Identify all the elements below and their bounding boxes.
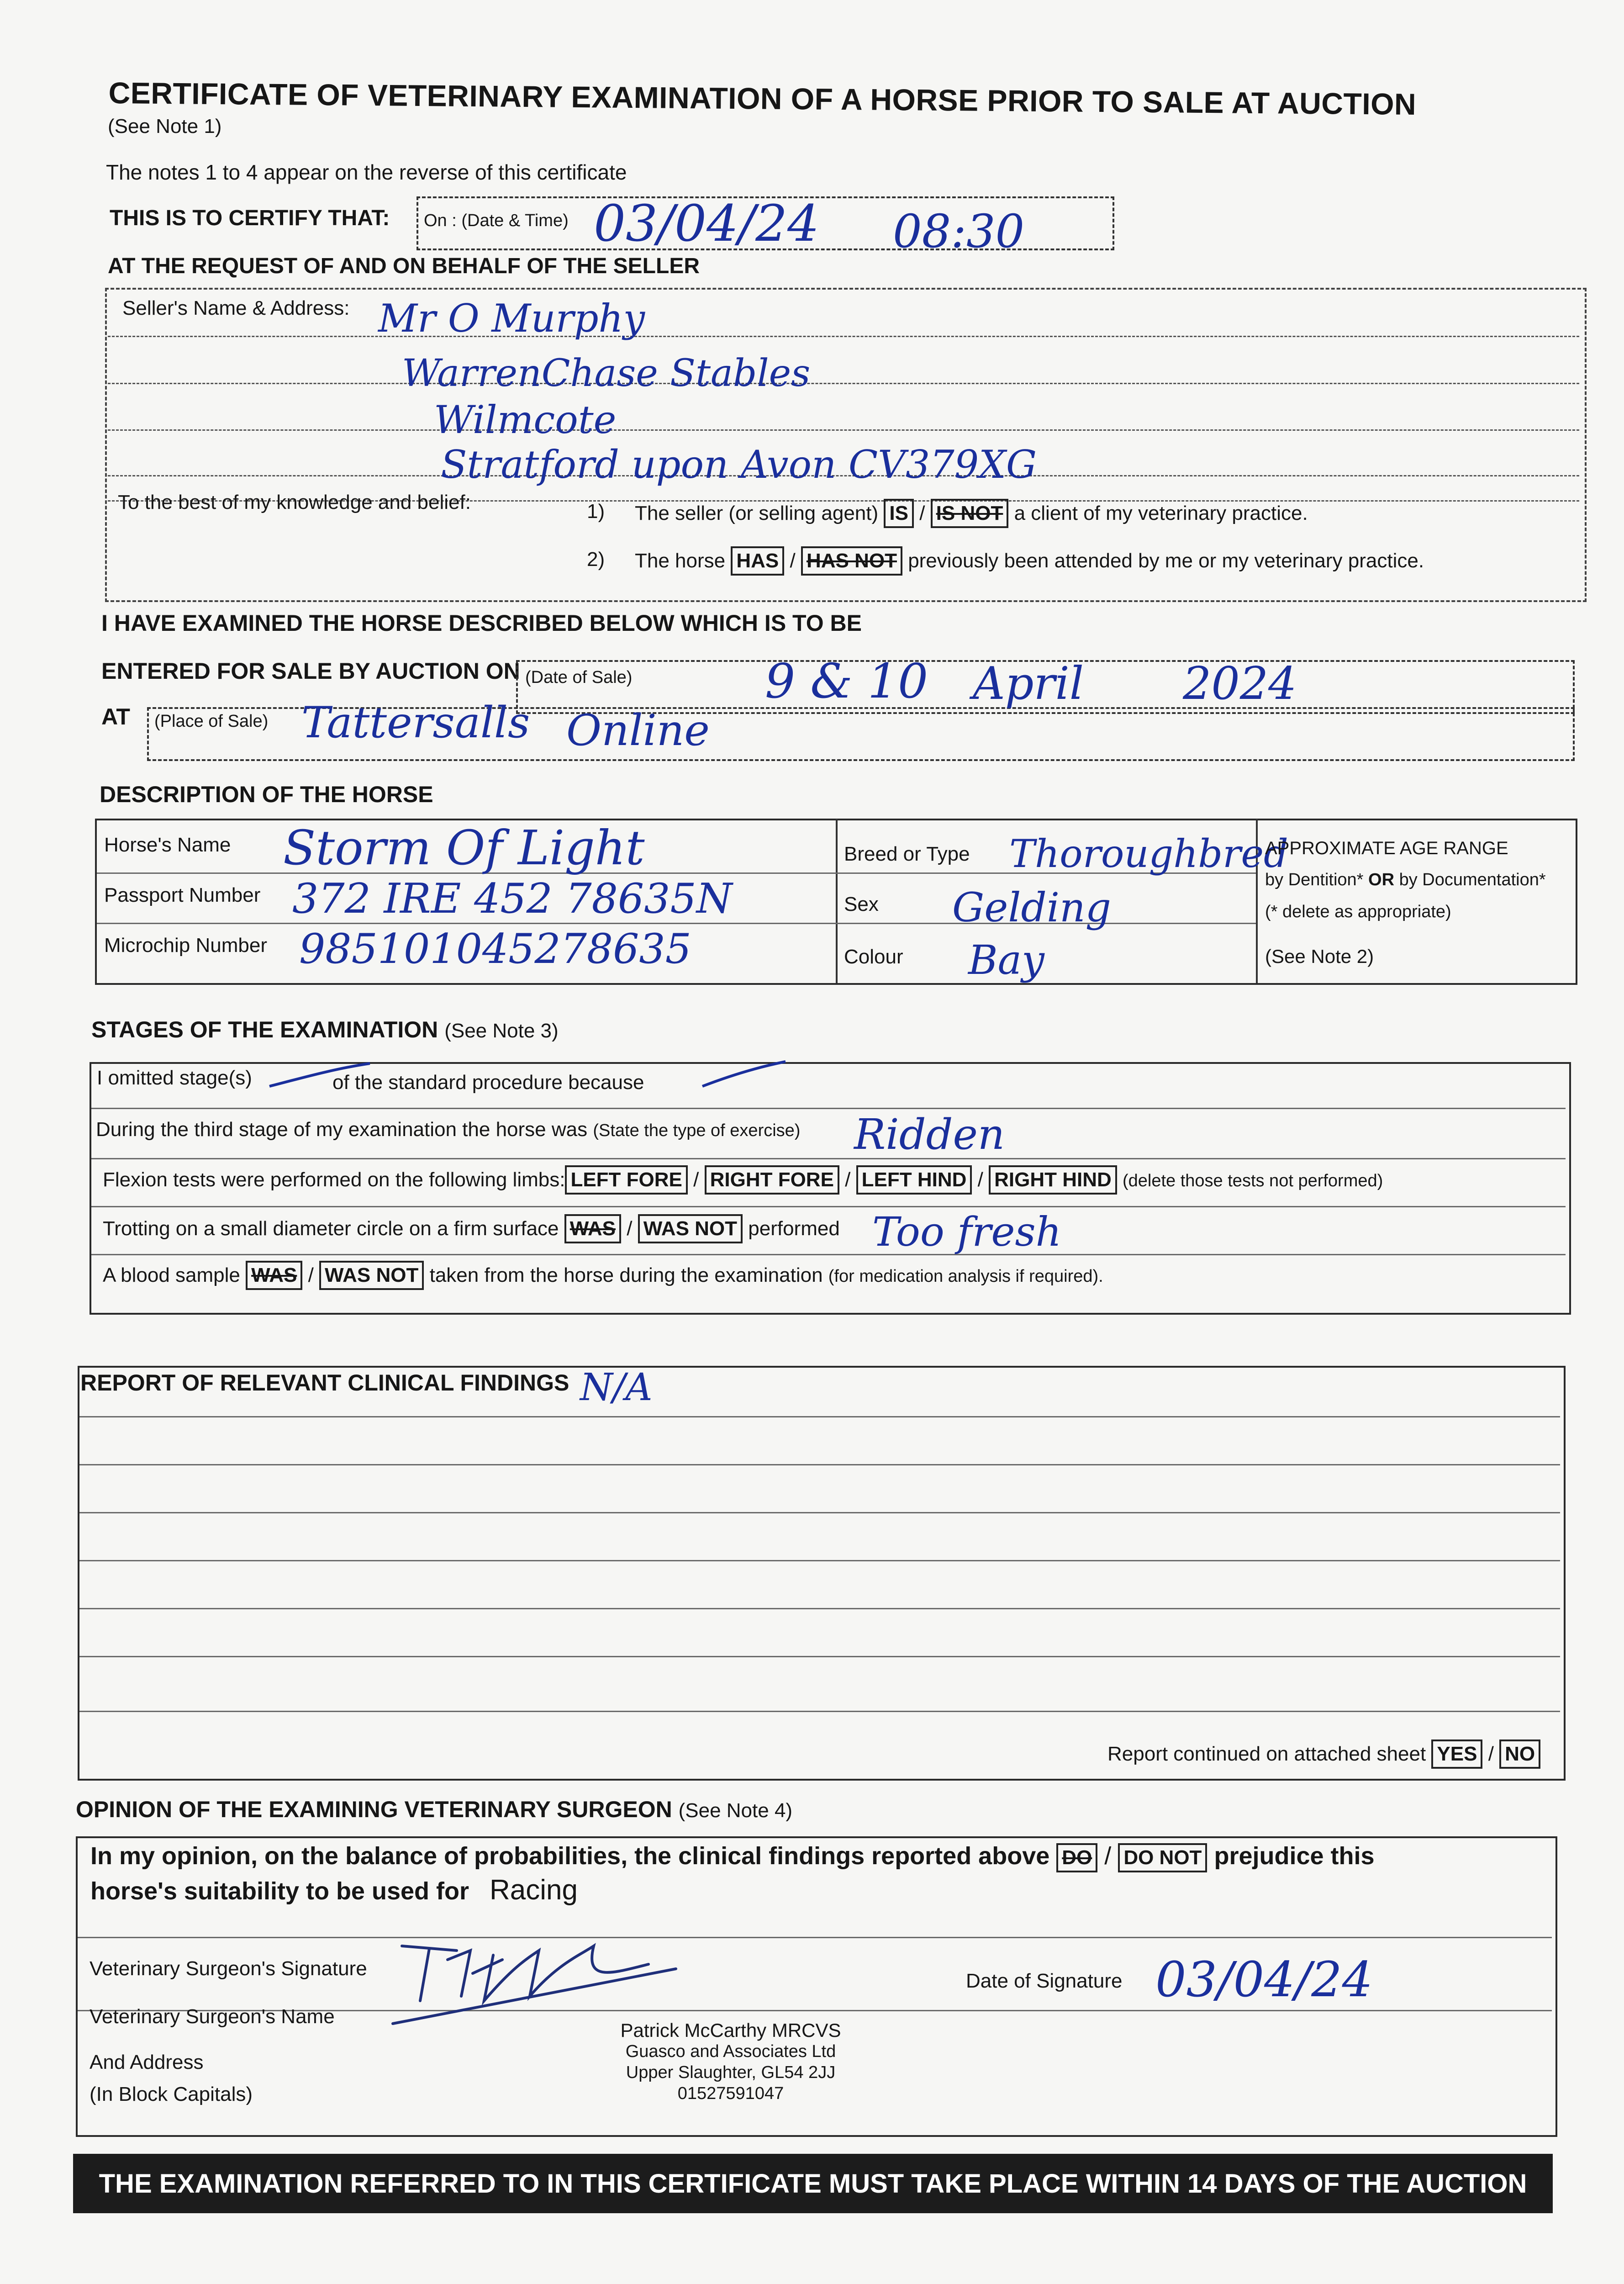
breed-label: Breed or Type — [844, 843, 970, 865]
report-separator: / — [1488, 1743, 1494, 1765]
blood-note: (for medication analysis if required). — [828, 1267, 1103, 1286]
divider — [79, 1464, 1560, 1465]
signature-image — [374, 1932, 685, 2033]
horse-name-label: Horse's Name — [104, 834, 231, 856]
opinion-do-not-option[interactable]: DO NOT — [1118, 1843, 1207, 1872]
exam-time: 08:30 — [893, 205, 1025, 258]
omitted-stroke-2 — [699, 1059, 790, 1091]
seller-line-2: WarrenChase Stables — [402, 352, 811, 395]
blood-row — [103, 1261, 1103, 1290]
address-label: And Address — [90, 2051, 204, 2073]
stages-heading-text: STAGES OF THE EXAMINATION — [91, 1017, 438, 1042]
report-heading: REPORT OF RELEVANT CLINICAL FINDINGS — [80, 1370, 569, 1396]
passport-number: 372 IRE 452 78635N — [292, 875, 733, 923]
trot-separator: / — [627, 1217, 633, 1240]
divider — [79, 1711, 1560, 1712]
stamp-phone: 01527591047 — [677, 2084, 784, 2103]
opinion-heading-row — [76, 1796, 792, 1823]
divider — [91, 1108, 1566, 1109]
third-stage-note: (State the type of exercise) — [593, 1121, 801, 1140]
report-continued-label: Report continued on attached sheet — [1107, 1743, 1426, 1765]
microchip-label: Microchip Number — [104, 934, 267, 957]
suitability-label: horse's suitability to be used for — [90, 1877, 469, 1905]
age-delete-note: (* delete as appropriate) — [1265, 902, 1451, 921]
trot-row — [103, 1214, 840, 1243]
q2-has-not-option[interactable]: HAS NOT — [801, 546, 902, 576]
q2-post-text: previously been attended by me or my veterinary practice. — [908, 550, 1424, 572]
limb-right-fore[interactable]: RIGHT FORE — [705, 1165, 839, 1195]
vet-name-label: Veterinary Surgeon's Name — [90, 2005, 335, 2028]
q2-text: The horse — [635, 550, 726, 572]
divider — [79, 1416, 1560, 1417]
age-or: OR — [1368, 870, 1395, 889]
opinion-text-row — [90, 1842, 1375, 1872]
q2-number: 2) — [587, 548, 605, 571]
third-stage-label: During the third stage of my examination the horse was — [96, 1118, 588, 1141]
opinion-separator: / — [1104, 1842, 1112, 1870]
opinion-heading: OPINION OF THE EXAMINING VETERINARY SURGEON — [76, 1797, 672, 1822]
seller-label: Seller's Name & Address: — [122, 297, 350, 319]
notes-line: The notes 1 to 4 appear on the reverse of this certificate — [106, 160, 627, 184]
exam-date: 03/04/24 — [594, 194, 820, 253]
belief-label: To the best of my knowledge and belief: — [118, 491, 471, 513]
q2-has-option[interactable]: HAS — [731, 546, 784, 576]
on-date-time-label: On : (Date & Time) — [424, 211, 569, 230]
sex-value: Gelding — [952, 884, 1112, 931]
report-box — [78, 1366, 1566, 1781]
horse-name: Storm Of Light — [283, 820, 645, 876]
trot-label: Trotting on a small diameter circle on a firm surface — [103, 1217, 559, 1240]
opinion-do-option[interactable]: DO — [1056, 1843, 1097, 1872]
report-no-option[interactable]: NO — [1499, 1739, 1540, 1769]
report-yes-option[interactable]: YES — [1431, 1739, 1482, 1769]
blood-post-label: taken from the horse during the examination — [429, 1264, 823, 1286]
limb-separator: / — [977, 1168, 983, 1191]
date-of-signature: 03/04/24 — [1155, 1951, 1373, 2008]
divider — [836, 819, 838, 983]
q1-number: 1) — [587, 500, 605, 523]
q1-is-not-option[interactable]: IS NOT — [931, 499, 1009, 528]
divider — [91, 1254, 1566, 1255]
date-of-sale-label: (Date of Sale) — [525, 668, 633, 687]
divider — [78, 1937, 1552, 1938]
stages-heading-note: (See Note 3) — [444, 1020, 559, 1042]
omitted-label: I omitted stage(s) — [97, 1067, 252, 1089]
age-by-documentation[interactable]: by Documentation* — [1399, 870, 1546, 889]
stages-heading — [91, 1016, 559, 1043]
exercise-value: Ridden — [854, 1110, 1005, 1159]
flexion-label: Flexion tests were performed on the following limbs: — [103, 1168, 565, 1191]
limb-right-hind[interactable]: RIGHT HIND — [989, 1165, 1117, 1195]
divider — [79, 1560, 1560, 1561]
flexion-note: (delete those tests not performed) — [1122, 1171, 1383, 1190]
block-capitals-label: (In Block Capitals) — [90, 2083, 253, 2105]
seller-line-3: Wilmcote — [434, 397, 617, 442]
signature-label: Veterinary Surgeon's Signature — [90, 1957, 367, 1980]
q2-row — [635, 546, 1424, 576]
sale-place-1: Tattersalls — [301, 698, 530, 748]
certify-label: THIS IS TO CERTIFY THAT: — [110, 206, 390, 230]
date-of-signature-label: Date of Signature — [966, 1970, 1123, 1992]
q2-separator: / — [790, 550, 796, 572]
suitability-row — [90, 1874, 578, 1906]
breed-value: Thoroughbred — [1009, 831, 1288, 876]
examined-label: I HAVE EXAMINED THE HORSE DESCRIBED BELOW WHICH IS TO BE — [101, 610, 862, 636]
stamp-name: Patrick McCarthy MRCVS — [620, 2020, 841, 2041]
seller-line-1: Mr O Murphy — [378, 296, 645, 341]
limb-separator: / — [693, 1168, 699, 1191]
see-note-1: (See Note 1) — [108, 115, 222, 137]
blood-separator: / — [308, 1264, 314, 1286]
stamp-address: Upper Slaughter, GL54 2JJ — [626, 2063, 836, 2082]
limb-left-fore[interactable]: LEFT FORE — [565, 1165, 687, 1195]
trot-post-label: performed — [748, 1217, 840, 1240]
sale-date-month: April — [973, 658, 1084, 710]
report-continued-row — [1107, 1739, 1540, 1769]
seller-line-4: Stratford upon Avon CV379XG — [441, 442, 1037, 487]
flexion-row — [103, 1165, 1383, 1195]
sale-date-day: 9 & 10 — [765, 653, 928, 709]
stamp-company: Guasco and Associates Ltd — [625, 2042, 836, 2061]
request-label: AT THE REQUEST OF AND ON BEHALF OF THE SELLER — [108, 254, 700, 278]
trot-was-option[interactable]: WAS — [564, 1214, 621, 1243]
sex-label: Sex — [844, 893, 879, 915]
vet-stamp — [548, 2020, 913, 2104]
sale-place-2: Online — [566, 706, 710, 756]
divider — [108, 429, 1579, 431]
description-heading: DESCRIPTION OF THE HORSE — [100, 782, 433, 807]
third-stage-row — [96, 1118, 800, 1141]
age-method-row — [1265, 870, 1546, 890]
colour-label: Colour — [844, 946, 903, 968]
trot-reason: Too fresh — [872, 1208, 1062, 1255]
q1-text: The seller (or selling agent) — [635, 502, 879, 524]
page-title: CERTIFICATE OF VETERINARY EXAMINATION OF A HORSE PRIOR TO SALE AT AUCTION — [108, 75, 1417, 121]
trot-was-not-option[interactable]: WAS NOT — [638, 1214, 743, 1243]
limb-separator: / — [845, 1168, 851, 1191]
blood-was-not-option[interactable]: WAS NOT — [319, 1261, 424, 1290]
q1-post-text: a client of my veterinary practice. — [1014, 502, 1308, 524]
blood-was-option[interactable]: WAS — [246, 1261, 302, 1290]
footer-banner: THE EXAMINATION REFERRED TO IN THIS CERTIFICATE MUST TAKE PLACE WITHIN 14 DAYS OF THE AUCTION — [73, 2154, 1553, 2213]
at-label: AT — [101, 704, 130, 730]
age-see-note: (See Note 2) — [1265, 946, 1374, 967]
divider — [108, 336, 1579, 337]
q1-is-option[interactable]: IS — [884, 499, 914, 528]
blood-label: A blood sample — [103, 1264, 240, 1286]
place-of-sale-label: (Place of Sale) — [154, 712, 269, 731]
q1-separator: / — [919, 502, 925, 524]
divider — [79, 1608, 1560, 1609]
age-by-dentition[interactable]: by Dentition* — [1265, 870, 1364, 889]
divider — [79, 1656, 1560, 1657]
divider — [79, 1512, 1560, 1513]
divider — [91, 1206, 1566, 1207]
report-findings: N/A — [580, 1366, 653, 1409]
microchip-number: 985101045278635 — [299, 925, 691, 973]
passport-label: Passport Number — [104, 884, 261, 906]
q1-row — [635, 499, 1308, 528]
opinion-text: In my opinion, on the balance of probabilities, the clinical findings reported above — [90, 1842, 1050, 1870]
opinion-post-text: prejudice this — [1214, 1842, 1375, 1870]
limb-left-hind[interactable]: LEFT HIND — [856, 1165, 972, 1195]
purpose-value: Racing — [490, 1874, 578, 1906]
sale-date-year: 2024 — [1183, 658, 1297, 710]
divider — [108, 383, 1579, 384]
omitted-post-label: of the standard procedure because — [332, 1071, 644, 1094]
age-title: APPROXIMATE AGE RANGE — [1265, 838, 1508, 858]
divider — [91, 1158, 1566, 1159]
entered-label: ENTERED FOR SALE BY AUCTION ON — [101, 658, 520, 684]
colour-value: Bay — [968, 936, 1044, 983]
opinion-heading-note: (See Note 4) — [678, 1799, 793, 1822]
